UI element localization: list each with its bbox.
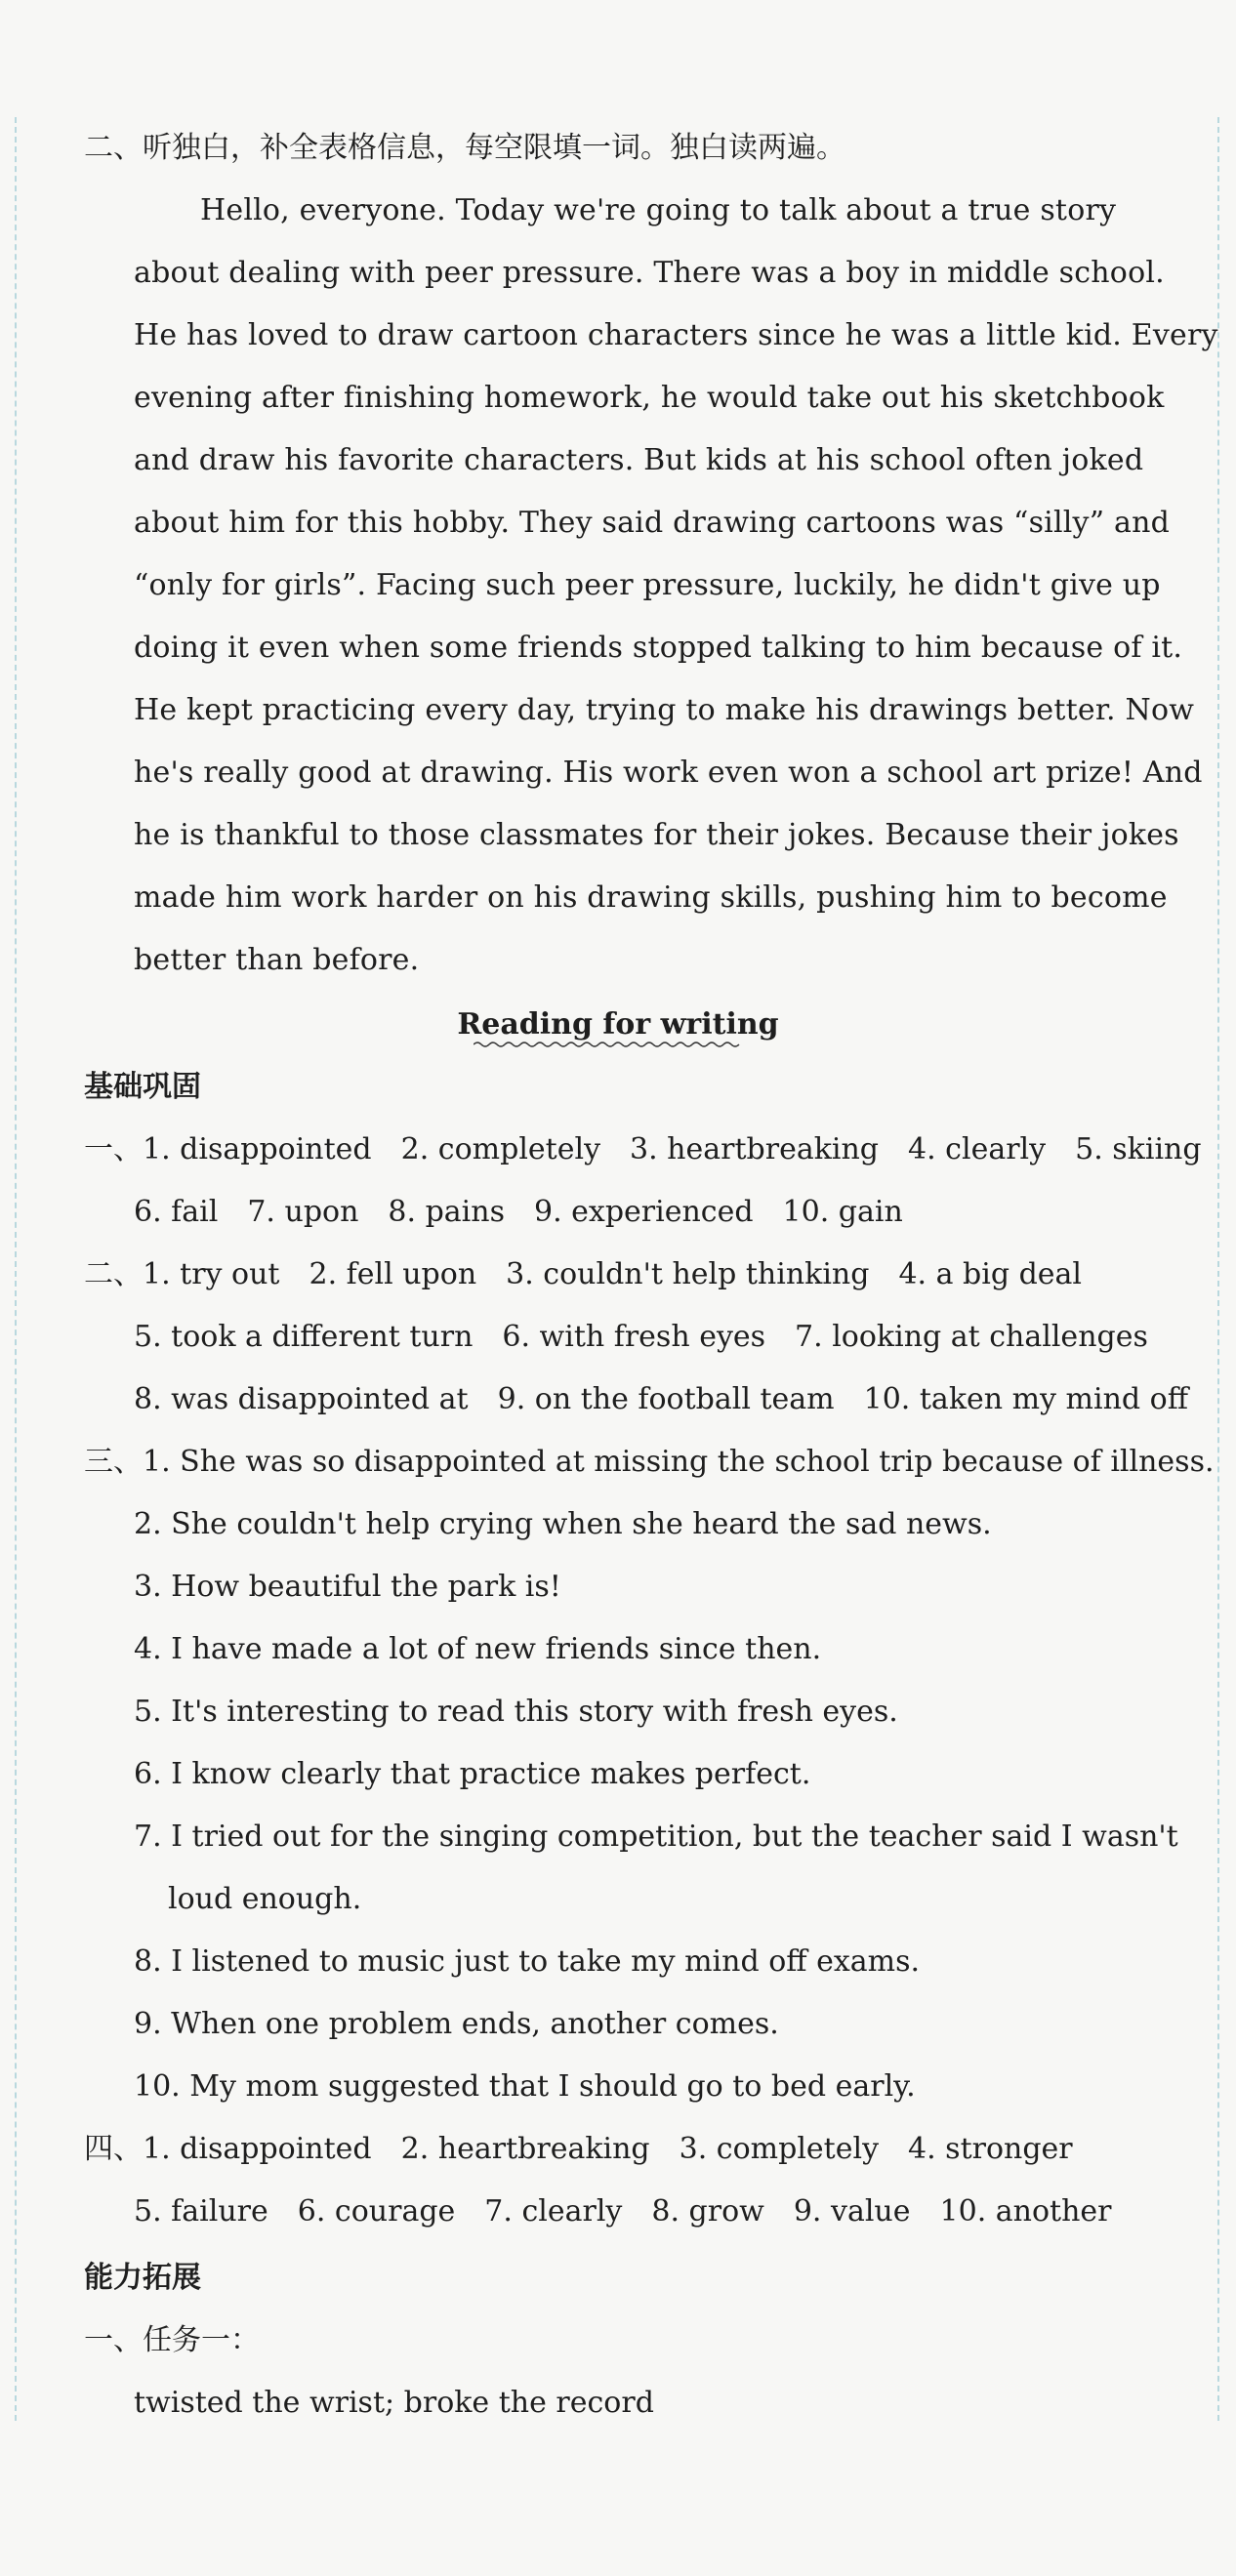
answer-sentence: 4. I have made a lot of new friends since then.	[134, 1632, 822, 1666]
answer-sentence: 6. I know clearly that practice makes perfect.	[134, 1757, 811, 1791]
answer-item: 2. fell upon	[309, 1257, 477, 1291]
part1-prefix: 一、	[84, 1132, 143, 1166]
paragraph-line: Hello, everyone. Today we're going to talk about a true story	[200, 193, 1117, 227]
part4-line1	[84, 2130, 1073, 2169]
answer-item: 4. a big deal	[898, 1257, 1083, 1291]
answer-item: 8. grow	[651, 2194, 764, 2228]
answer-item: 2. heartbreaking	[400, 2132, 650, 2166]
answer-sentence: 8. I listened to music just to take my mind off exams.	[134, 1944, 921, 1979]
paragraph-line: and draw his favorite characters. But kids at his school often joked	[134, 443, 1144, 477]
paragraph-line: He has loved to draw cartoon characters since he was a little kid. Every	[134, 318, 1218, 352]
answer-item: 3. completely	[679, 2132, 880, 2166]
part2-line3	[134, 1380, 1188, 1419]
answer-sentence-continued: loud enough.	[168, 1882, 362, 1916]
answer-item: 10. taken my mind off	[863, 1382, 1189, 1416]
paragraph-line: about dealing with peer pressure. There was a boy in middle school.	[134, 256, 1165, 290]
answer-item: 8. was disappointed at	[134, 1382, 469, 1416]
answer-item: 1. disappointed	[143, 1132, 372, 1166]
answer-item: 2. completely	[400, 1132, 601, 1166]
answer-item: 6. courage	[297, 2194, 456, 2228]
paragraph-line: He kept practicing every day, trying to make his drawings better. Now	[134, 693, 1195, 727]
part4-prefix: 四、	[84, 2132, 143, 2166]
part1-line1	[84, 1130, 1202, 1169]
part2-prefix: 二、	[84, 1257, 143, 1291]
answer-sentence: 3. How beautiful the park is!	[134, 1570, 561, 1604]
part3-line1	[84, 1443, 1215, 1482]
answer-item: 1. disappointed	[143, 2132, 372, 2166]
part3-prefix: 三、	[84, 1445, 143, 1479]
answer-item: 4. stronger	[908, 2132, 1073, 2166]
answer-item: 6. fail	[134, 1195, 219, 1229]
answer-item: 7. upon	[247, 1195, 359, 1229]
answer-item: 5. skiing	[1075, 1132, 1202, 1166]
answer-item: 7. clearly	[484, 2194, 623, 2228]
answer-item: 7. looking at challenges	[795, 1320, 1148, 1354]
answer-sentence: 2. She couldn't help crying when she heard the sad news.	[134, 1507, 992, 1541]
part4-line2	[134, 2192, 1112, 2231]
ability-extension-title: 能力拓展	[84, 2261, 201, 2295]
reading-for-writing-heading: Reading for writing	[457, 1007, 779, 1042]
answer-item: 3. heartbreaking	[630, 1132, 880, 1166]
paragraph-line: “only for girls”. Facing such peer pressure, luckily, he didn't give up	[134, 568, 1161, 602]
answer-item: 1. try out	[143, 1257, 280, 1291]
paragraph-line: doing it even when some friends stopped talking to him because of it.	[134, 631, 1183, 665]
answer-item: 9. value	[793, 2194, 911, 2228]
left-margin-dashed-line	[15, 117, 17, 2421]
right-margin-dashed-line	[1217, 117, 1219, 2421]
task-one-label: 一、任务一：	[84, 2323, 260, 2357]
answer-item: 5. failure	[134, 2194, 268, 2228]
answer-item: 6. with fresh eyes	[502, 1320, 766, 1354]
answer-item: 10. gain	[782, 1195, 903, 1229]
answer-sentence: 9. When one problem ends, another comes.	[134, 2007, 779, 2041]
answer-item: 8. pains	[388, 1195, 505, 1229]
part2-line2	[134, 1318, 1148, 1357]
listening-section-title: 二、听独白，补全表格信息，每空限填一词。独白读两遍。	[84, 131, 845, 165]
part1-line2	[134, 1193, 903, 1232]
answer-sentence: 7. I tried out for the singing competition, but the teacher said I wasn't	[134, 1820, 1178, 1854]
paragraph-line: he's really good at drawing. His work even won a school art prize! And	[134, 756, 1203, 790]
answer-item: 10. another	[939, 2194, 1112, 2228]
answer-item: 3. couldn't help thinking	[506, 1257, 870, 1291]
paragraph-line: he is thankful to those classmates for their jokes. Because their jokes	[134, 818, 1179, 852]
answer-sentence: 1. She was so disappointed at missing the school trip because of illness.	[143, 1445, 1215, 1479]
answer-item: 5. took a different turn	[134, 1320, 474, 1354]
basic-consolidation-title: 基础巩固	[84, 1070, 201, 1104]
answer-sentence: 10. My mom suggested that I should go to bed early.	[134, 2069, 916, 2104]
wavy-underline	[474, 1041, 742, 1048]
answer-item: 4. clearly	[908, 1132, 1047, 1166]
task-one-answer: twisted the wrist; broke the record	[134, 2386, 654, 2420]
answer-sentence: 5. It's interesting to read this story with fresh eyes.	[134, 1695, 898, 1729]
part2-line1	[84, 1255, 1082, 1294]
answer-item: 9. on the football team	[497, 1382, 835, 1416]
paragraph-line: about him for this hobby. They said drawing cartoons was “silly” and	[134, 506, 1170, 540]
answer-item: 9. experienced	[533, 1195, 754, 1229]
paragraph-line: made him work harder on his drawing skills, pushing him to become	[134, 880, 1168, 915]
paragraph-line: evening after finishing homework, he would take out his sketchbook	[134, 381, 1165, 415]
paragraph-line: better than before.	[134, 943, 420, 977]
